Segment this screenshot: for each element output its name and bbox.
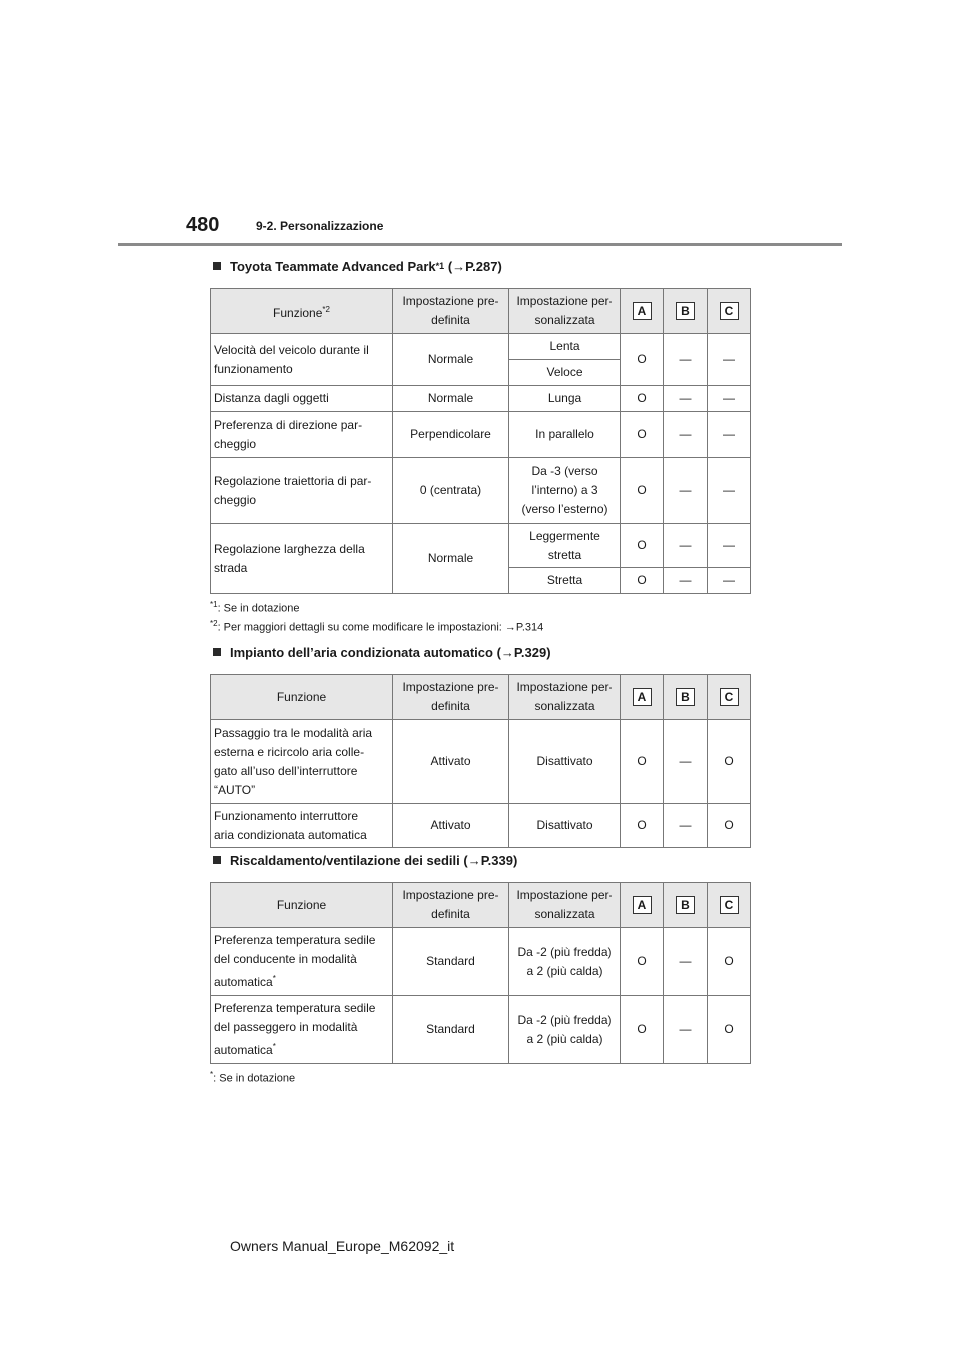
b-cell: — [664, 928, 708, 996]
header-a [621, 883, 664, 928]
custom-cell: Lenta [509, 334, 621, 360]
c-cell: O [708, 804, 751, 848]
footnote: $^{*1}$: Se in dotazione [210, 600, 300, 615]
a-cell: O [621, 928, 664, 996]
b-cell: — [664, 720, 708, 804]
b-cell: — [664, 412, 708, 458]
section-seat-heating [210, 850, 750, 1085]
function-cell: Regolazione traiettoria di par- cheggio [211, 458, 393, 524]
header-custom: Impostazione per- sonalizzata [509, 675, 621, 720]
function-cell: Funzionamento interruttore aria condizionata automatica [211, 804, 393, 848]
custom-cell: Da -2 (più fredda) a 2 (più calda) [509, 928, 621, 996]
table-row [211, 720, 751, 804]
section-advanced-park [210, 256, 750, 633]
table-row [211, 996, 751, 1064]
box-label-c: C [720, 302, 739, 320]
header-custom: Impostazione per- sonalizzata [509, 883, 621, 928]
default-cell: Perpendicolare [393, 412, 509, 458]
section-climate-control [210, 642, 750, 848]
custom-cell: Disattivato [509, 804, 621, 848]
b-cell: — [664, 804, 708, 848]
custom-cell: Lunga [509, 386, 621, 412]
c-cell: O [708, 928, 751, 996]
header-b [664, 289, 708, 334]
default-cell: Standard [393, 996, 509, 1064]
box-label-b: B [676, 302, 695, 320]
b-cell: — [664, 996, 708, 1064]
custom-cell: Da -3 (verso l’interno) a 3 (verso l’esterno) [509, 458, 621, 524]
footer-text: Owners Manual_Europe_M62092_it [230, 1238, 455, 1254]
header-b [664, 883, 708, 928]
footnote-mark: *1 [435, 261, 445, 271]
function-cell: Regolazione larghezza della strada [211, 524, 393, 594]
box-label-c: C [720, 896, 739, 914]
section-title-text: Toyota Teammate Advanced Park [230, 258, 436, 274]
function-cell: Preferenza temperatura sedile del passeggero in modalità automatica* [211, 996, 393, 1064]
page-ref: (→P.339) [463, 852, 518, 868]
page-ref: (→P.329) [496, 644, 551, 660]
box-label-b: B [676, 896, 695, 914]
header-default: Impostazione pre- definita [393, 675, 509, 720]
b-cell: — [664, 568, 708, 594]
header-default: Impostazione pre- definita [393, 289, 509, 334]
custom-cell: Da -2 (più fredda) a 2 (più calda) [509, 996, 621, 1064]
a-cell: O [621, 412, 664, 458]
c-cell: — [708, 458, 751, 524]
default-cell: Normale [393, 386, 509, 412]
custom-cell: Disattivato [509, 720, 621, 804]
header-default: Impostazione pre- definita [393, 883, 509, 928]
section-title [210, 256, 750, 276]
header-c [708, 289, 751, 334]
a-cell: O [621, 568, 664, 594]
table-header-row [211, 883, 751, 928]
b-cell: — [664, 458, 708, 524]
settings-table [210, 882, 751, 1064]
square-bullet-icon [213, 648, 221, 656]
default-cell: Standard [393, 928, 509, 996]
header-funzione: Funzione [211, 675, 393, 720]
section-title [210, 850, 750, 870]
default-cell: Normale [393, 334, 509, 386]
table-row [211, 458, 751, 524]
footnotes [210, 600, 750, 633]
custom-cell: Leggermente stretta [509, 524, 621, 568]
section-title [210, 642, 750, 662]
function-cell: Preferenza di direzione par- cheggio [211, 412, 393, 458]
settings-table [210, 674, 751, 848]
table-row [211, 804, 751, 848]
table-row [211, 334, 751, 360]
function-cell: Passaggio tra le modalità aria esterna e ricircolo aria colle- gato all’uso dell’interruttore “AUTO” [211, 720, 393, 804]
b-cell: — [664, 334, 708, 386]
table-header-row [211, 289, 751, 334]
square-bullet-icon [213, 262, 221, 270]
custom-cell: Veloce [509, 360, 621, 386]
default-cell: Attivato [393, 804, 509, 848]
box-label-a: A [633, 688, 652, 706]
a-cell: O [621, 334, 664, 386]
header-c [708, 675, 751, 720]
table-row [211, 412, 751, 458]
table-row [211, 928, 751, 996]
default-cell: 0 (centrata) [393, 458, 509, 524]
custom-cell: In parallelo [509, 412, 621, 458]
header-a [621, 675, 664, 720]
page-number: 480 [186, 214, 220, 236]
c-cell: — [708, 568, 751, 594]
c-cell: — [708, 386, 751, 412]
a-cell: O [621, 804, 664, 848]
box-label-b: B [676, 688, 695, 706]
header-a [621, 289, 664, 334]
default-cell: Normale [393, 524, 509, 594]
square-bullet-icon [213, 856, 221, 864]
c-cell: — [708, 412, 751, 458]
header-funzione: Funzione$^{*2}$ [211, 289, 393, 334]
header-funzione: Funzione [211, 883, 393, 928]
box-label-a: A [633, 896, 652, 914]
footnotes [210, 1070, 750, 1085]
a-cell: O [621, 996, 664, 1064]
a-cell: O [621, 386, 664, 412]
table-row [211, 524, 751, 568]
b-cell: — [664, 524, 708, 568]
header-b [664, 675, 708, 720]
c-cell: — [708, 524, 751, 568]
function-cell: Preferenza temperatura sedile del conducente in modalità automatica* [211, 928, 393, 996]
c-cell: O [708, 720, 751, 804]
section-title-text: Riscaldamento/ventilazione dei sedili [230, 852, 460, 868]
settings-table [210, 288, 751, 594]
c-cell: O [708, 996, 751, 1064]
header-c [708, 883, 751, 928]
custom-cell: Stretta [509, 568, 621, 594]
c-cell: — [708, 334, 751, 386]
table-row [211, 386, 751, 412]
header-divider [118, 243, 842, 246]
table-header-row [211, 675, 751, 720]
section-label: 9-2. Personalizzazione [256, 219, 384, 233]
footnote: $^{*2}$: Per maggiori dettagli su come modificare le impostazioni: →P.314 [210, 618, 544, 634]
b-cell: — [664, 386, 708, 412]
function-cell: Velocità del veicolo durante il funzionamento [211, 334, 393, 386]
box-label-c: C [720, 688, 739, 706]
footnote: *: Se in dotazione [210, 1070, 296, 1085]
a-cell: O [621, 720, 664, 804]
a-cell: O [621, 524, 664, 568]
function-cell: Distanza dagli oggetti [211, 386, 393, 412]
a-cell: O [621, 458, 664, 524]
page-ref: (→P.287) [447, 258, 502, 274]
section-title-text: Impianto dell’aria condizionata automatico [230, 644, 493, 660]
box-label-a: A [633, 302, 652, 320]
header-custom: Impostazione per- sonalizzata [509, 289, 621, 334]
default-cell: Attivato [393, 720, 509, 804]
